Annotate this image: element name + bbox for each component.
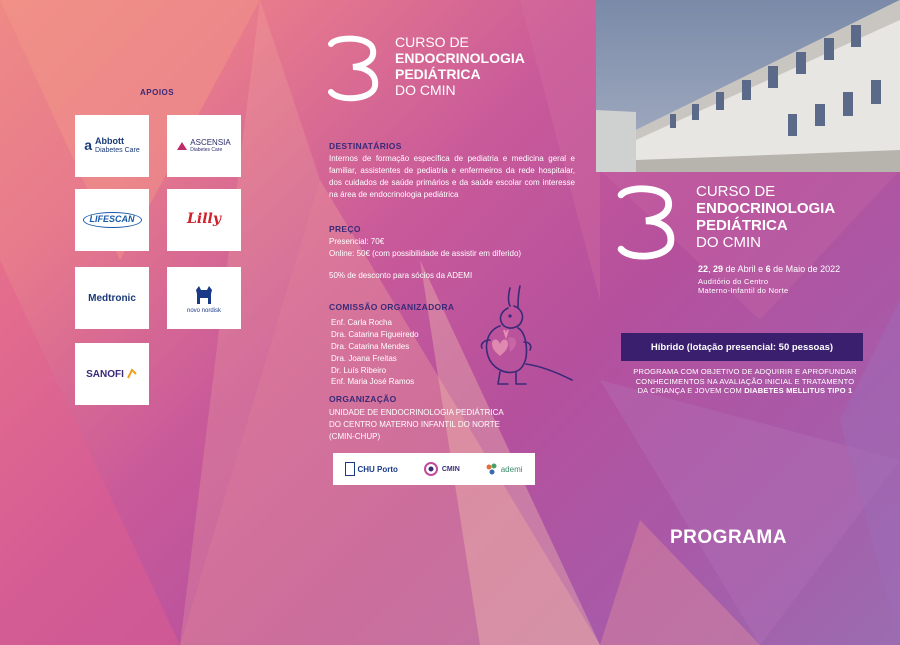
cmin-name: CMIN	[441, 465, 460, 473]
sanofi-logo	[75, 343, 149, 405]
event-venue	[698, 277, 788, 295]
desc-line3-text: DA CRIANÇA E JOVEM COM	[637, 386, 745, 395]
desc-line3	[614, 386, 876, 396]
date-month-april: de Abril e	[723, 264, 766, 274]
date-22: 22	[698, 264, 709, 274]
event-dates	[698, 264, 840, 274]
ascensia-name: ASCENSIA	[190, 137, 231, 147]
novo-nordisk-name: novo nordisk	[186, 307, 222, 314]
hybrid-badge: Híbrido (lotação presencial: 50 pessoas)	[621, 333, 863, 361]
course-line4: DO CMIN	[395, 82, 456, 98]
venue-line2: Materno-Infantil do Norte	[698, 286, 789, 295]
chu-porto-name: CHU Porto	[357, 464, 398, 474]
date-29: 29	[713, 264, 724, 274]
comissao-title: COMISSÃO ORGANIZADORA	[329, 302, 455, 312]
comissao-member: Enf. Carla Rocha	[331, 318, 392, 327]
date-month-may: de Maio de 2022	[770, 264, 841, 274]
novo-nordisk-logo	[167, 267, 241, 329]
course-line2: ENDOCRINOLOGIA	[395, 50, 525, 66]
abbott-sub: Diabetes Care	[95, 147, 140, 155]
course-title-middle	[323, 34, 525, 102]
lifescan-name: LIFESCAN	[89, 214, 135, 225]
abbott-logo: a Abbott Diabetes Care	[75, 115, 149, 177]
programa-heading: PROGRAMA	[670, 527, 787, 548]
cover-line1: CURSO DE	[696, 183, 776, 200]
ascensia-logo	[167, 115, 241, 177]
course-number-3-cover-icon	[612, 183, 682, 261]
ademi-name: ademi	[500, 464, 523, 474]
sponsors-panel	[0, 0, 300, 645]
organization-logos	[333, 453, 535, 485]
medtronic-name: Medtronic	[88, 292, 136, 304]
destinatarios-title: DESTINATÁRIOS	[329, 141, 402, 151]
lilly-name: Lilly	[187, 211, 221, 228]
comissao-member: Dra. Catarina Mendes	[331, 342, 410, 351]
sponsors-title: APOIOS	[140, 88, 175, 97]
date-6: 6	[765, 264, 771, 274]
sanofi-mark-icon	[126, 368, 138, 380]
course-line3: PEDIÁTRICA	[395, 66, 481, 82]
chu-porto-logo	[345, 462, 397, 476]
sanofi-name: SANOFI	[86, 368, 124, 380]
comissao-member: Dra. Catarina Figueiredo	[331, 330, 419, 339]
ademi-logo	[485, 462, 523, 476]
preco-presencial: Presencial: 70€	[329, 237, 385, 246]
destinatarios-text: Internos de formação específica de pediatria e medicina geral e familiar, assistentes de pediatria e enfermeiros da rede hospitalar, dos cuidados de saúde primários e da saúde escolar com interesse na área de endocrinologia pediátrica	[329, 154, 575, 199]
course-line1: CURSO DE	[395, 34, 469, 50]
desc-line1: PROGRAMA COM OBJETIVO DE ADQUIRIR E APROFUNDAR	[633, 367, 857, 376]
course-number-3-icon	[323, 34, 385, 102]
comissao-member: Dra. Joana Freitas	[331, 354, 397, 363]
organizacao-line2: DO CENTRO MATERNO INFANTIL DO NORTE	[329, 420, 500, 429]
organizacao-line1: UNIDADE DE ENDOCRINOLOGIA PEDIÁTRICA	[329, 408, 504, 417]
desc-line3-bold: DIABETES MELLITUS TIPO 1	[744, 386, 853, 395]
program-description	[614, 367, 876, 396]
kangaroo-illustration	[470, 282, 575, 390]
cover-line4: DO CMIN	[696, 234, 761, 251]
organizacao-line3: (CMIN-CHUP)	[329, 432, 381, 441]
building-photo	[596, 0, 900, 172]
cmin-mark-icon	[423, 461, 439, 477]
preco-online: Online: 50€ (com possibilidade de assistir em diferido)	[329, 249, 522, 258]
ascensia-sub: Diabetes Care	[190, 146, 223, 153]
lifescan-logo	[75, 189, 149, 251]
date-separator: ,	[708, 264, 714, 274]
comissao-member: Enf. Maria José Ramos	[331, 377, 415, 386]
venue-line1: Auditório do Centro	[698, 277, 769, 286]
organizacao-title: ORGANIZAÇÃO	[329, 394, 397, 404]
course-title-cover	[612, 183, 835, 261]
bull-icon	[191, 282, 217, 308]
ademi-mark-icon	[485, 462, 499, 476]
cover-line2: ENDOCRINOLOGIA	[696, 200, 836, 217]
preco-title: PREÇO	[329, 224, 361, 234]
cover-line3: PEDIÁTRICA	[696, 217, 788, 234]
desc-line2: CONHECIMENTOS NA AVALIAÇÃO INICIAL E TRATAMENTO	[635, 376, 855, 386]
medtronic-logo	[75, 267, 149, 329]
abbott-name: Abbott	[95, 136, 125, 147]
preco-desconto: 50% de desconto para sócios da ADEMI	[329, 271, 473, 280]
comissao-member: Dr. Luís Ribeiro	[331, 366, 387, 375]
cmin-logo	[423, 461, 460, 477]
lilly-logo	[167, 189, 241, 251]
